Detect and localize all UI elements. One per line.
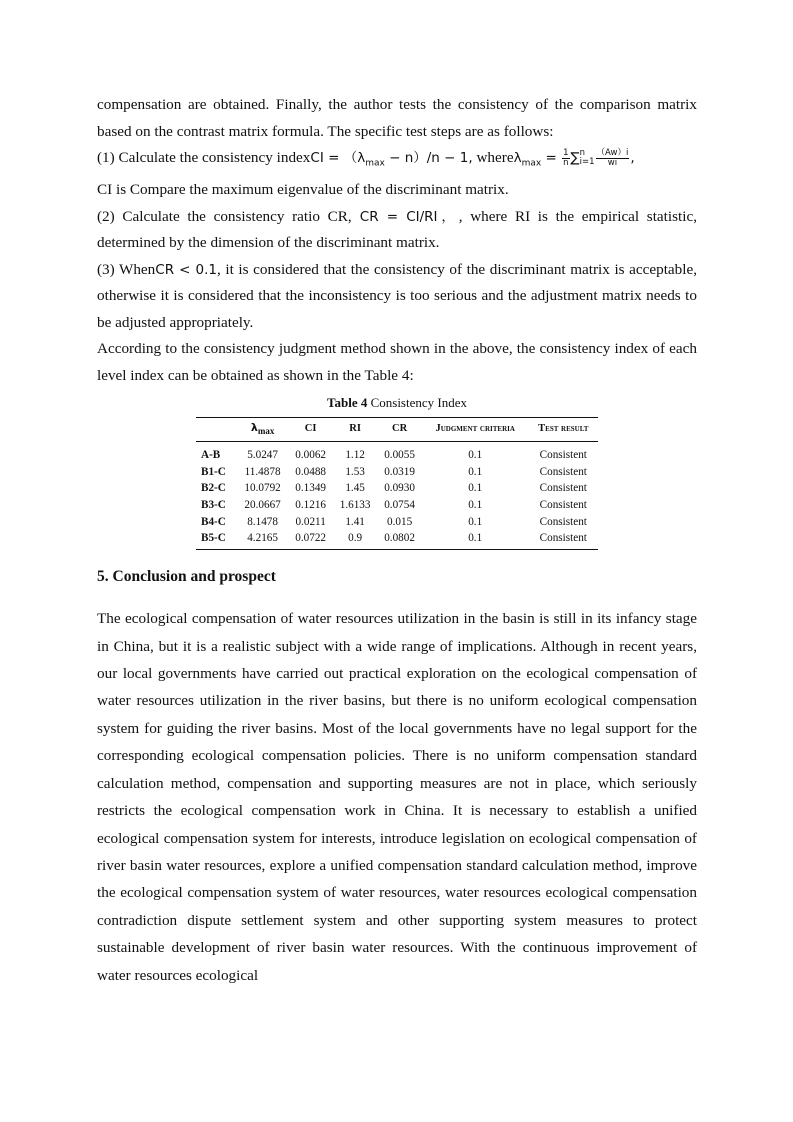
- cell-judgment: 0.1: [468, 465, 483, 478]
- cell-cr: 0.0754: [384, 499, 415, 512]
- fraction-w: wi: [607, 157, 618, 168]
- table-row: [196, 530, 598, 550]
- cell-cr: 0.015: [386, 515, 413, 528]
- table-header-row: [196, 418, 598, 442]
- table-caption-label: Table 4: [327, 395, 368, 411]
- cell-result: Consistent: [539, 499, 587, 512]
- table-row: [196, 442, 598, 464]
- cell-result: Consistent: [539, 465, 587, 478]
- cell-lambda: 20.0667: [244, 499, 281, 512]
- header-judgment: Judgment criteria: [422, 418, 529, 442]
- step-1-prefix: (1) Calculate the consistency index: [97, 149, 311, 166]
- cell-cr: 0.0319: [384, 465, 415, 478]
- step-1-line2: CI is Compare the maximum eigenvalue of the discriminant matrix.: [97, 181, 509, 199]
- table-row: [196, 480, 598, 497]
- lambda-symbol: λ: [513, 150, 522, 166]
- table-row: [196, 497, 598, 514]
- consistency-table: [196, 417, 598, 550]
- row-label: B2-C: [201, 482, 226, 495]
- cell-result: Consistent: [539, 515, 587, 528]
- cell-ri: 1.12: [345, 449, 365, 462]
- lambda-formula: [513, 147, 635, 169]
- cell-judgment: 0.1: [468, 515, 483, 528]
- ci-formula: [310, 150, 473, 169]
- cell-lambda: 8.1478: [247, 515, 278, 528]
- cr-formula: CR = CI/RI，: [351, 208, 459, 225]
- page-content: [97, 92, 697, 989]
- ci-formula-sub: max: [365, 158, 385, 169]
- cell-lambda: 5.0247: [247, 449, 278, 462]
- cell-lambda: 10.0792: [244, 482, 281, 495]
- lambda-sub: max: [521, 158, 542, 169]
- table-caption: [97, 395, 697, 411]
- header-result: Test result: [529, 418, 598, 442]
- sum-symbol: ∑: [570, 150, 580, 166]
- cell-lambda: 11.4878: [244, 465, 281, 478]
- lambda-eq: =: [541, 150, 562, 166]
- table-row: [196, 513, 598, 530]
- cell-ri: 1.45: [345, 482, 365, 495]
- cell-ri: 1.53: [345, 465, 365, 478]
- cell-judgment: 0.1: [468, 449, 483, 462]
- cell-result: Consistent: [539, 482, 587, 495]
- cell-ci: 0.1349: [295, 482, 327, 495]
- cell-ci: 0.0062: [295, 449, 327, 462]
- intro-paragraph: compensation are obtained. Finally, the author tests the consistency of the comparison matrix based on the contrast matrix formula. The specific test steps are as follows:: [97, 96, 697, 140]
- cell-result: Consistent: [529, 530, 598, 550]
- cell-ci: 0.0722: [288, 530, 332, 550]
- row-label: B1-C: [201, 465, 226, 478]
- step-2: [97, 204, 697, 257]
- cr-threshold-formula: CR < 0.1: [155, 261, 218, 278]
- section-heading: 5. Conclusion and prospect: [97, 568, 276, 586]
- header-lambda-symbol: λ: [250, 421, 258, 435]
- step-3-rest: , it is considered that the consistency of the discriminant matrix is acceptable, otherwise it is considered that the inconsistency is too serious and the adjustment matrix needs to be adjusted appropriately.: [97, 260, 698, 331]
- row-label: B3-C: [201, 499, 226, 512]
- conclusion-paragraph: The ecological compensation of water resources utilization in the basin is still in its infancy stage in China, but it is a realistic subject with a wide range of implications. Although in recent years, our local governments have carried out practical exploration on the ecological compensation of water resources utilization in the river basins, but there is no uniform ecological compensation system for guiding the river basins. Most of the local governments have no legal support for the corresponding ecological compensation policies. There is no uniform compensation standard calculation method, compensation and supporting measures are not in place, which seriously restricts the ecological compensation work in China. It is necessary to establish a unified ecological compensation system for interests, introduce legislation on ecological compensation of river basin water resources, explore a unified compensation standard calculation method, improve the ecological compensation system of water resources, water resources ecological compensation contradiction dispute settlement system and other supporting system measures to protect sustainable development of river basin water resources. With the continuous improvement of water resources ecological: [97, 610, 697, 984]
- header-cr: CR: [377, 418, 421, 442]
- row-label: B4-C: [201, 515, 226, 528]
- step-1: [97, 145, 697, 204]
- ci-formula-start: CI = （λ: [310, 150, 366, 166]
- cell-judgment: 0.1: [422, 530, 529, 550]
- cell-ci: 0.0488: [295, 465, 327, 478]
- cell-ri: 1.6133: [339, 499, 371, 512]
- step-3: [97, 257, 697, 337]
- cell-result: Consistent: [539, 449, 587, 462]
- header-lambda-sub: max: [257, 426, 275, 437]
- fraction-denominator: n: [563, 157, 569, 168]
- cell-judgment: 0.1: [468, 499, 483, 512]
- row-label: A-B: [201, 449, 221, 462]
- header-ri: RI: [333, 418, 377, 442]
- table-intro-paragraph: According to the consistency judgment method shown in the above, the consistency index of each level index can be obtained as shown in the Table 4:: [97, 340, 697, 384]
- sum-upper: n: [579, 148, 585, 158]
- sum-lower: i=1: [579, 157, 595, 167]
- step-2-rest: , where RI is the empirical statistic, determined by the dimension of the discriminant matrix.: [97, 207, 697, 252]
- header-ci: CI: [288, 418, 332, 442]
- cell-judgment: 0.1: [468, 482, 483, 495]
- formula-comma: ,: [630, 150, 635, 166]
- step-2-prefix: (2) Calculate the consistency ratio CR,: [97, 207, 352, 225]
- header-row-label: [196, 418, 237, 442]
- table-row: [196, 464, 598, 481]
- cell-cr: 0.0802: [377, 530, 421, 550]
- step-3-prefix: (3) When: [97, 260, 156, 278]
- cell-cr: 0.0930: [384, 482, 415, 495]
- fraction-numerator: 1: [563, 147, 569, 158]
- cell-cr: 0.0055: [384, 449, 415, 462]
- table-caption-text: Consistency Index: [367, 395, 467, 411]
- cell-ci: 0.0211: [295, 515, 326, 528]
- header-lambda: [237, 418, 289, 442]
- cell-lambda: 4.2165: [237, 530, 289, 550]
- step-1-where: where: [472, 149, 514, 166]
- cell-ci: 0.1216: [295, 499, 327, 512]
- row-label: B5-C: [196, 530, 237, 550]
- cell-ri: 1.41: [345, 515, 365, 528]
- cell-ri: 0.9: [333, 530, 377, 550]
- fraction-aw-over-w: [596, 149, 630, 168]
- fraction-one-over-n: [562, 149, 569, 168]
- fraction-aw: （Aw）i: [596, 147, 629, 158]
- ci-formula-end: − n）/n − 1,: [384, 150, 473, 166]
